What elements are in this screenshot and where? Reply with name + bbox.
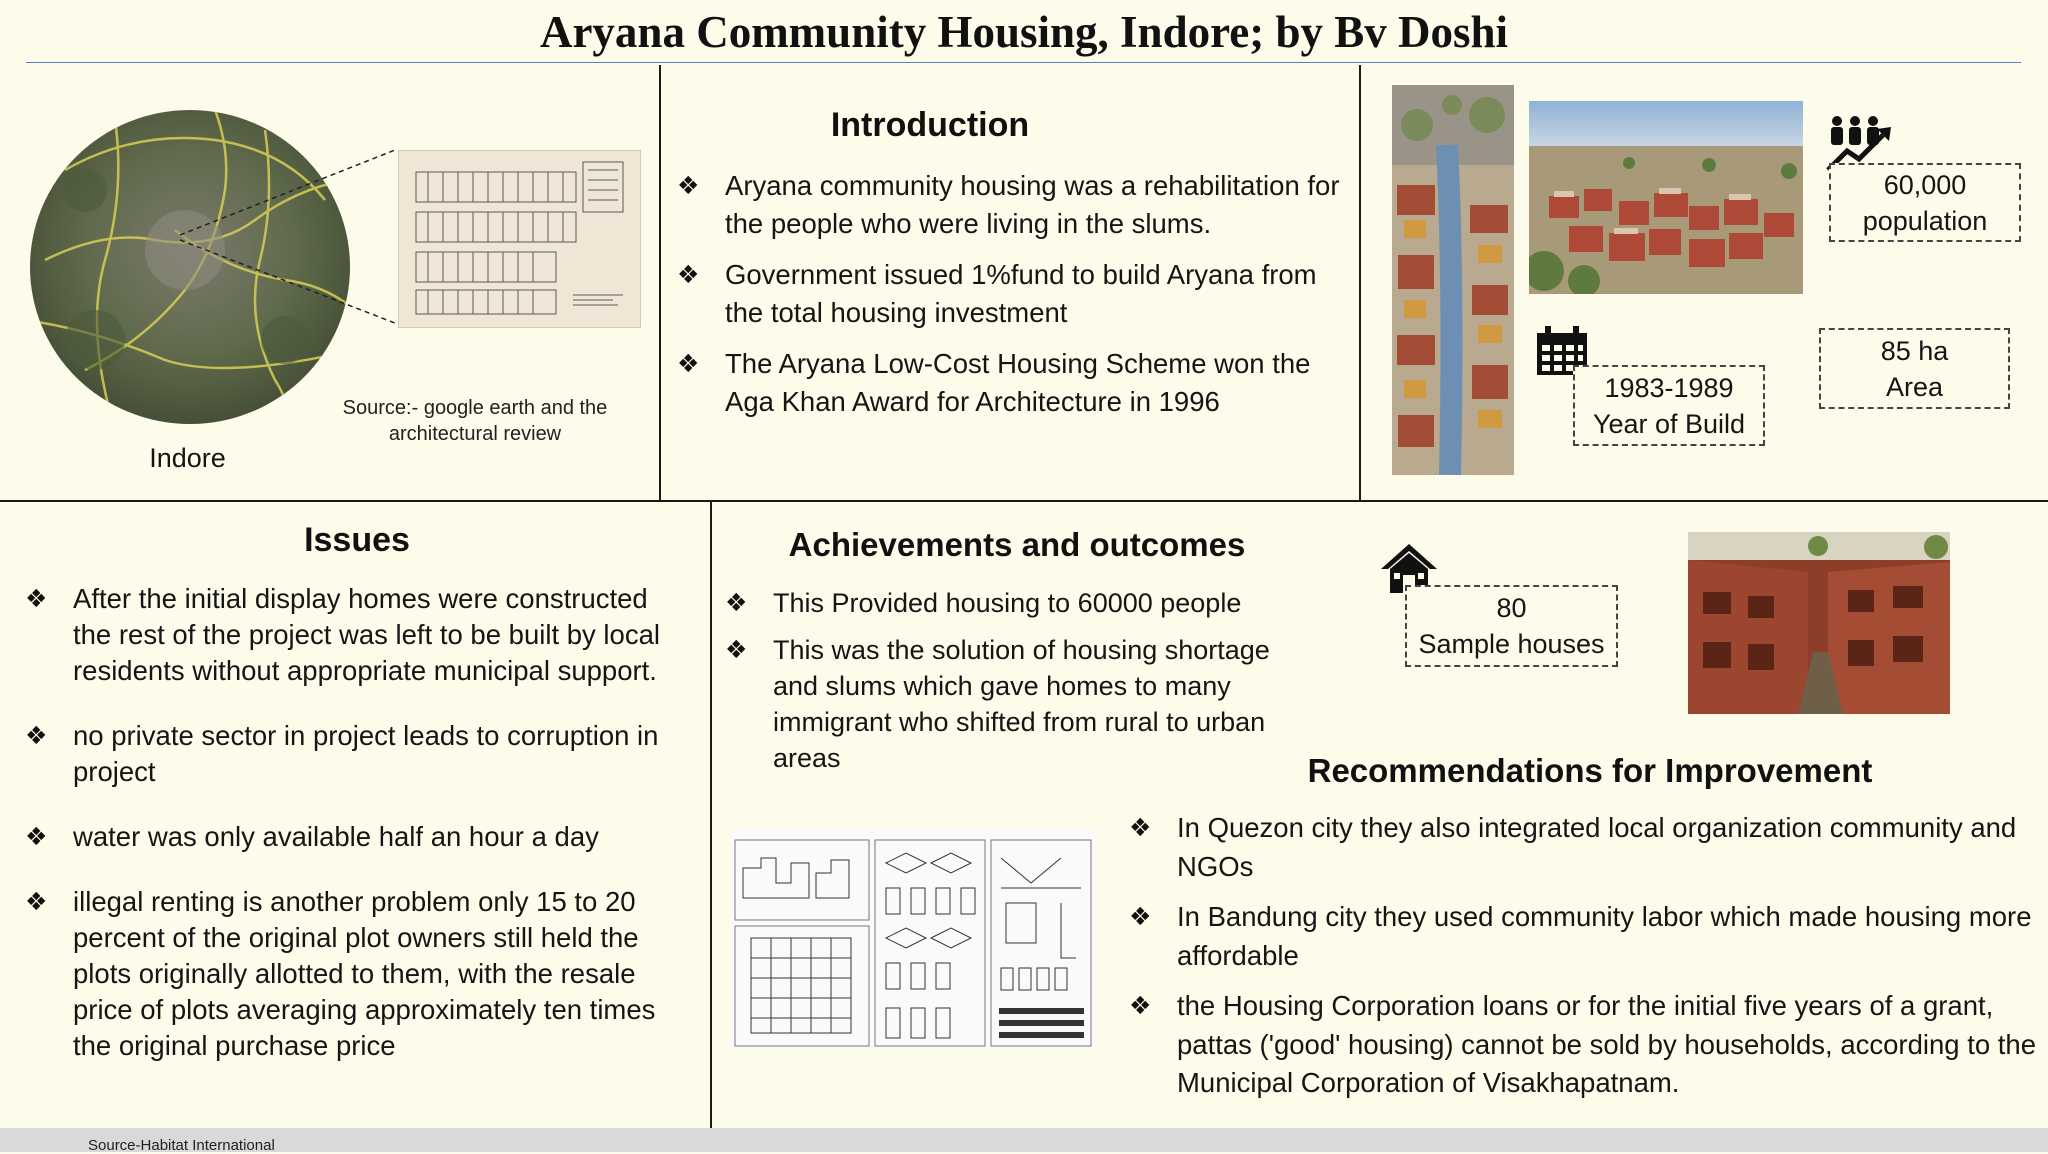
page-title: Aryana Community Housing, Indore; by Bv Doshi (539, 7, 1509, 57)
list-item-text: Aryana community housing was a rehabilitation for the people who were living in the slums. (725, 170, 1340, 239)
list-item-text: the Housing Corporation loans or for the initial five years of a grant, pattas ('good' housing) cannot be sold by households, according to the Municipal Corporation of Visakhapatnam. (1177, 990, 2036, 1098)
list-item (25, 819, 685, 855)
bullet-icon: ❖ (25, 823, 48, 851)
recommendations-heading: Recommendations for Improvement (1307, 752, 1873, 789)
introduction-heading: Introduction (830, 106, 1030, 144)
list-item (25, 718, 685, 790)
section-divider-bottom (710, 501, 712, 1128)
list-item (1129, 809, 2039, 886)
list-item-text: water was only available half an hour a day (73, 821, 599, 852)
list-item (677, 167, 1357, 243)
bullet-icon: ❖ (25, 585, 48, 613)
bullet-icon: ❖ (677, 261, 700, 289)
introduction-list (677, 167, 1357, 434)
bullet-icon: ❖ (677, 172, 700, 200)
architectural-drawings-sheet (731, 828, 1095, 1050)
bullet-icon: ❖ (25, 722, 48, 750)
list-item (677, 256, 1357, 332)
aerial-housing-photo (1529, 101, 1803, 294)
map-label: Indore (149, 443, 226, 473)
footer-bar (0, 1128, 2048, 1152)
area-stat-box (1819, 328, 2010, 409)
list-item-text: In Quezon city they also integrated local organization community and NGOs (1177, 812, 2017, 882)
section-divider-top-right (1359, 65, 1361, 500)
list-item (725, 632, 1315, 776)
list-item-text: illegal renting is another problem only 15 to 20 percent of the original plot owners still held the plots originally allotted to them, with the resale price of plots averaging approximately ten times the original purchase price (73, 886, 656, 1061)
list-item (25, 884, 685, 1064)
bullet-icon: ❖ (677, 350, 700, 378)
map-callout-lines (180, 145, 405, 330)
street-rendering-image (1392, 85, 1514, 475)
area-value: 85 ha (1880, 336, 1949, 366)
years-label: Year of Build (1592, 409, 1746, 439)
population-label: population (1862, 206, 1988, 236)
houses-label: Sample houses (1418, 629, 1605, 659)
list-item (25, 581, 685, 689)
achievements-list (725, 585, 1315, 787)
source-caption-line1: Source:- google earth and the (342, 397, 608, 419)
source-caption-line2: architectural review (388, 423, 562, 445)
list-item-text: The Aryana Low-Cost Housing Scheme won the Aga Khan Award for Architecture in 1996 (725, 348, 1311, 417)
list-item-text: In Bandung city they used community labor which made housing more affordable (1177, 901, 2032, 971)
site-plan-drawing (398, 150, 641, 328)
houses-value: 80 (1496, 593, 1527, 623)
title-rule (26, 62, 2021, 63)
sample-houses-box (1405, 585, 1618, 667)
list-item-text: This was the solution of housing shortage and slums which gave homes to many immigrant who shifted from rural to urban areas (773, 635, 1270, 773)
issues-heading: Issues (304, 521, 410, 559)
footer-source: Source-Habitat International (88, 1137, 275, 1154)
section-divider-horizontal (0, 500, 2048, 502)
list-item-text: After the initial display homes were constructed the rest of the project was left to be built by local residents without appropriate municipal support. (73, 583, 660, 686)
achievements-heading: Achievements and outcomes (788, 526, 1246, 563)
list-item-text: Government issued 1%fund to build Aryana from the total housing investment (725, 259, 1317, 328)
source-caption (330, 395, 620, 447)
list-item (1129, 987, 2039, 1103)
list-item (677, 345, 1357, 421)
issues-list (25, 581, 685, 1064)
recommendations-list (1129, 809, 2039, 1115)
bullet-icon: ❖ (1129, 903, 1152, 931)
year-of-build-box (1573, 365, 1765, 446)
list-item-text: This Provided housing to 60000 people (773, 588, 1242, 618)
bullet-icon: ❖ (725, 589, 748, 617)
population-stat-box (1829, 163, 2021, 242)
population-value: 60,000 (1883, 170, 1967, 200)
bullet-icon: ❖ (1129, 992, 1152, 1020)
area-label: Area (1885, 372, 1944, 402)
list-item-text: no private sector in project leads to corruption in project (73, 720, 659, 787)
list-item (1129, 898, 2039, 975)
bullet-icon: ❖ (725, 636, 748, 664)
brick-houses-photo (1688, 532, 1950, 714)
years-value: 1983-1989 (1604, 373, 1734, 403)
list-item (725, 585, 1315, 621)
bullet-icon: ❖ (25, 888, 48, 916)
bullet-icon: ❖ (1129, 814, 1152, 842)
